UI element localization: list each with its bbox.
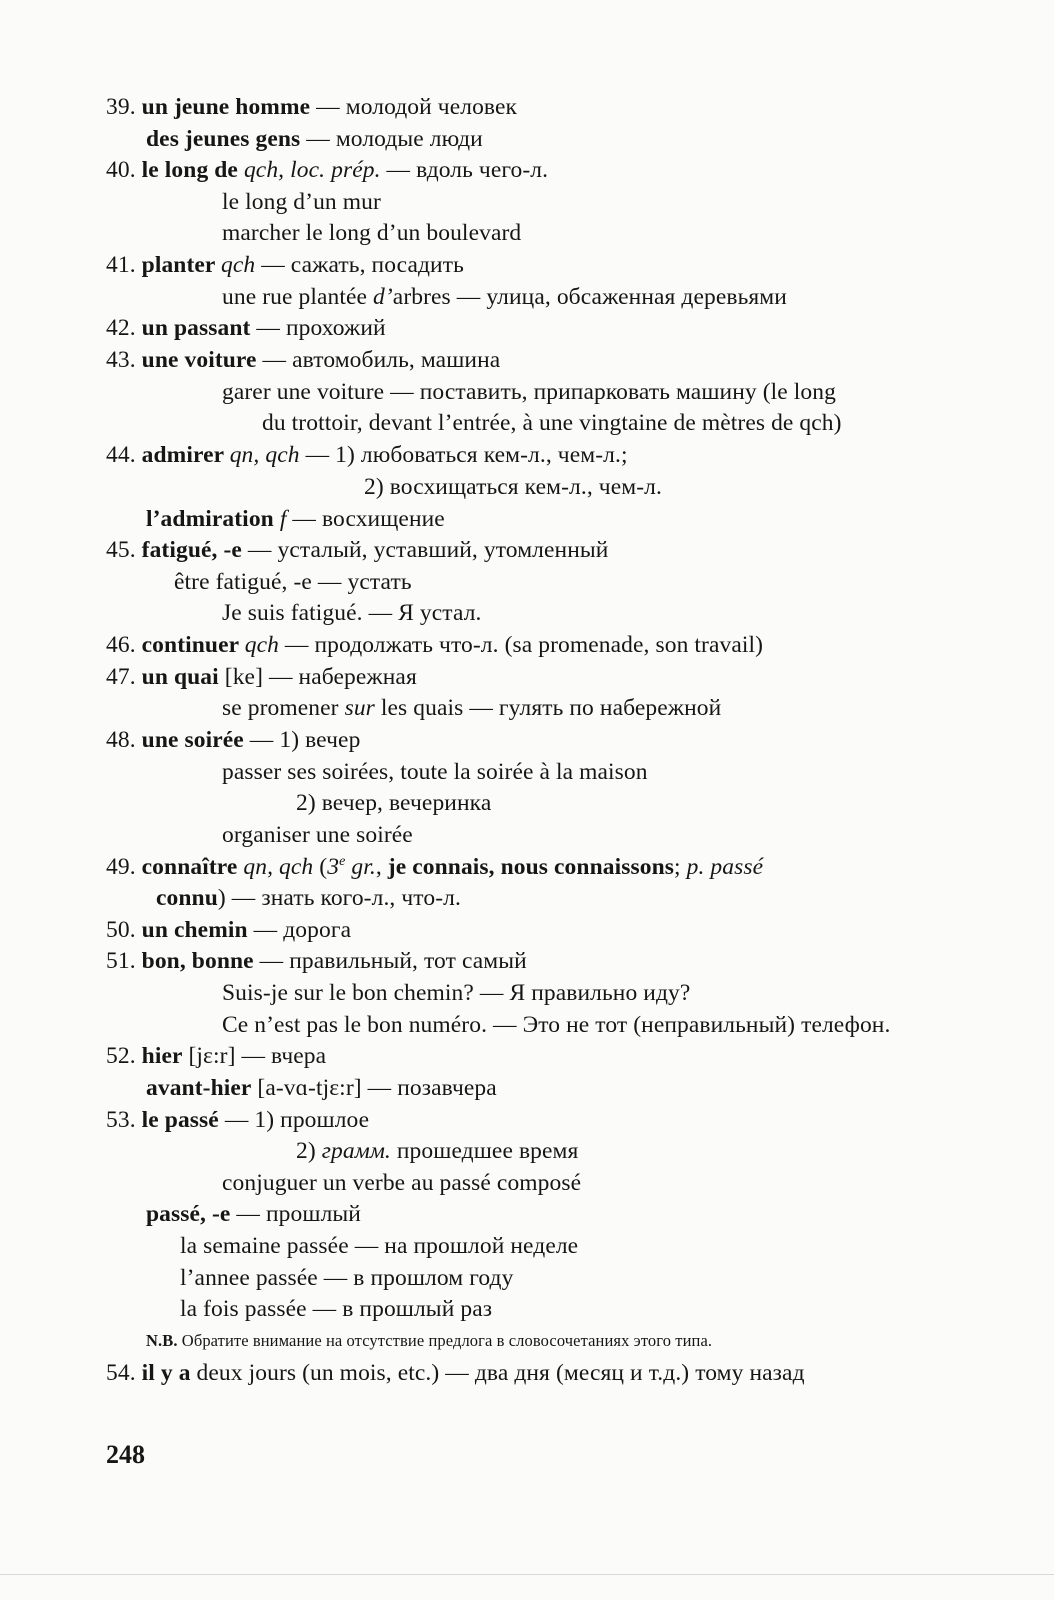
line-text: une rue plantée [222, 284, 374, 310]
entry-line [222, 693, 721, 723]
line-text: 54. [106, 1360, 142, 1386]
entry-line [106, 725, 360, 755]
line-text: arbres — улица, обсаженная деревьями [392, 284, 787, 310]
entry-line [106, 852, 763, 882]
entry-line [222, 757, 648, 787]
line-text: Suis-je sur le bon chemin? — Я правильно иду? [222, 980, 691, 1006]
headword-text: planter [141, 252, 222, 278]
line-text: 52. [106, 1043, 142, 1069]
italic-text: gr. [345, 854, 376, 880]
line-text: — автомобиль, машина [256, 347, 501, 373]
line-text: se promener [222, 695, 345, 721]
headword-text: connaître [141, 854, 244, 880]
line-text: 2) восхищаться кем-л., чем-л. [364, 474, 662, 500]
line-text: — сажать, посадить [255, 252, 464, 278]
headword-text: passé, -e [146, 1201, 231, 1227]
line-text: le long d’un mur [222, 189, 381, 215]
entry-line [106, 313, 386, 343]
line-text: la semaine passée — на прошлой неделе [180, 1233, 579, 1259]
page-number: 248 [106, 1440, 145, 1469]
headword-text: N.B. [146, 1331, 178, 1350]
entry-line [106, 155, 548, 185]
line-text: conjuguer un verbe au passé composé [222, 1170, 582, 1196]
line-text: 49. [106, 854, 142, 880]
entry-line [106, 630, 763, 660]
entry-line [146, 504, 445, 534]
line-text: прошедшее время [390, 1138, 579, 1164]
line-text: Je suis fatigué. — Я устал. [222, 600, 482, 626]
headword-text: une voiture [141, 347, 257, 373]
line-text: être fatigué, -e — устать [174, 569, 412, 595]
line-text: 47. [106, 664, 142, 690]
line-text: — прохожий [250, 315, 386, 341]
entry-line [106, 1041, 326, 1071]
line-text: 40. [106, 157, 142, 183]
entry-line [180, 1263, 513, 1293]
line-text: garer une voiture — поставить, припарковать машину (le long [222, 379, 836, 405]
entry-line [180, 1231, 578, 1261]
line-text: 41. [106, 252, 142, 278]
headword-text: un jeune homme [141, 94, 311, 120]
line-text: — прошлый [230, 1201, 361, 1227]
italic-text: qch, loc. prép. [243, 157, 381, 183]
line-text: — восхищение [286, 506, 445, 532]
headword-text: avant-hier [146, 1075, 252, 1101]
line-text: Ce n’est pas le bon numéro. — Это не тот (неправильный) телефон. [222, 1012, 891, 1038]
headword-text: fatigué, -e [141, 537, 242, 563]
line-text: [a-vɑ-tjɛ:r] — позавчера [251, 1075, 497, 1101]
italic-text: qch [221, 252, 256, 278]
italic-text: грамм. [321, 1138, 391, 1164]
superscript-text: e [339, 854, 346, 870]
line-text: 44. [106, 442, 142, 468]
entry-line [106, 440, 628, 470]
line-text: 48. [106, 727, 142, 753]
line-text: — дорога [247, 917, 352, 943]
headword-text: l’admiration [146, 506, 280, 532]
entry-line [106, 1105, 369, 1135]
entry-line [106, 1358, 805, 1388]
headword-text: hier [141, 1043, 183, 1069]
line-text: ) — знать кого-л., что-л. [217, 885, 461, 911]
line-text: 2) вечер, вечеринка [296, 790, 492, 816]
line-text: — правильный, тот самый [253, 948, 527, 974]
line-text: — 1) вечер [243, 727, 361, 753]
entry-line [262, 408, 842, 438]
entry-line [156, 883, 461, 913]
line-text: Обратите внимание на отсутствие предлога в словосочетаниях этого типа. [177, 1331, 713, 1350]
entry-line [174, 567, 412, 597]
headword-text: un chemin [141, 917, 248, 943]
headword-text: je connais, nous connaissons [387, 854, 674, 880]
italic-text: 3 [327, 854, 340, 880]
entry-line [296, 1136, 578, 1166]
entry-line [180, 1294, 492, 1324]
line-text: organiser une soirée [222, 822, 413, 848]
entry-line [222, 820, 413, 850]
entry-line [222, 377, 836, 407]
line-text: 43. [106, 347, 142, 373]
line-text: 46. [106, 632, 142, 658]
line-text: , [375, 854, 388, 880]
line-text: — молодой человек [310, 94, 518, 120]
line-text: — молодые люди [300, 126, 483, 152]
line-text: — продолжать что-л. (sa promenade, son travail) [278, 632, 764, 658]
headword-text: bon, bonne [141, 948, 254, 974]
line-text: 51. [106, 948, 142, 974]
headword-text: une soirée [141, 727, 244, 753]
headword-text: un quai [141, 664, 219, 690]
line-text: [ke] — набережная [218, 664, 417, 690]
entry-line [106, 915, 351, 945]
line-text: 2) [296, 1138, 322, 1164]
headword-text: continuer [141, 632, 245, 658]
italic-text: d’ [373, 284, 393, 310]
italic-text: sur [344, 695, 375, 721]
line-text: les quais — гулять по набережной [374, 695, 722, 721]
line-text: — усталый, уставший, утомленный [241, 537, 609, 563]
line-text: la fois passée — в прошлый раз [180, 1296, 493, 1322]
headword-text: le long de [141, 157, 244, 183]
entry-line [222, 1168, 581, 1198]
headword-text: connu [156, 885, 218, 911]
line-text: passer ses soirées, toute la soirée à la maison [222, 759, 648, 785]
line-text: 50. [106, 917, 142, 943]
entry-line [222, 598, 482, 628]
entry-line [106, 250, 464, 280]
page-edge [0, 1574, 1054, 1575]
line-text: du trottoir, devant l’entrée, à une vingtaine de mètres de qch) [262, 410, 842, 436]
line-text: ( [313, 854, 328, 880]
line-text: — 1) любоваться кем-л., чем-л.; [299, 442, 628, 468]
line-text: 39. [106, 94, 142, 120]
entry-line [222, 978, 690, 1008]
line-text: — вдоль чего-л. [380, 157, 549, 183]
line-text: deux jours (un mois, etc.) — два дня (месяц и т.д.) тому назад [190, 1360, 805, 1386]
entry-line [146, 124, 483, 154]
line-text: — 1) прошлое [218, 1107, 370, 1133]
italic-text: qch [244, 632, 279, 658]
entry-line [222, 1010, 890, 1040]
italic-text: qn, qch [229, 442, 300, 468]
entry-line [146, 1199, 361, 1229]
headword-text: il y a [141, 1360, 191, 1386]
entry-line [222, 187, 381, 217]
headword-text: un passant [141, 315, 251, 341]
line-text: marcher le long d’un boulevard [222, 220, 522, 246]
entry-line [146, 1073, 497, 1103]
entry-line [222, 218, 521, 248]
italic-text: qn, qch [243, 854, 314, 880]
headword-text: le passé [141, 1107, 219, 1133]
entry-line [296, 788, 491, 818]
entry-line [106, 662, 417, 692]
italic-text: f [279, 506, 287, 532]
line-text: 45. [106, 537, 142, 563]
line-text: 42. [106, 315, 142, 341]
italic-text: p. passé [686, 854, 764, 880]
line-text: ; [674, 854, 687, 880]
entry-line [364, 472, 662, 502]
entry-line [222, 282, 787, 312]
line-text: l’annee passée — в прошлом году [180, 1265, 514, 1291]
entry-line [106, 345, 500, 375]
entry-line [106, 92, 517, 122]
line-text: 53. [106, 1107, 142, 1133]
headword-text: admirer [141, 442, 230, 468]
line-text: [jɛ:r] — вчера [182, 1043, 327, 1069]
entry-line [106, 946, 527, 976]
entry-line [106, 535, 608, 565]
headword-text: des jeunes gens [146, 126, 301, 152]
nota-bene-note [146, 1329, 712, 1353]
